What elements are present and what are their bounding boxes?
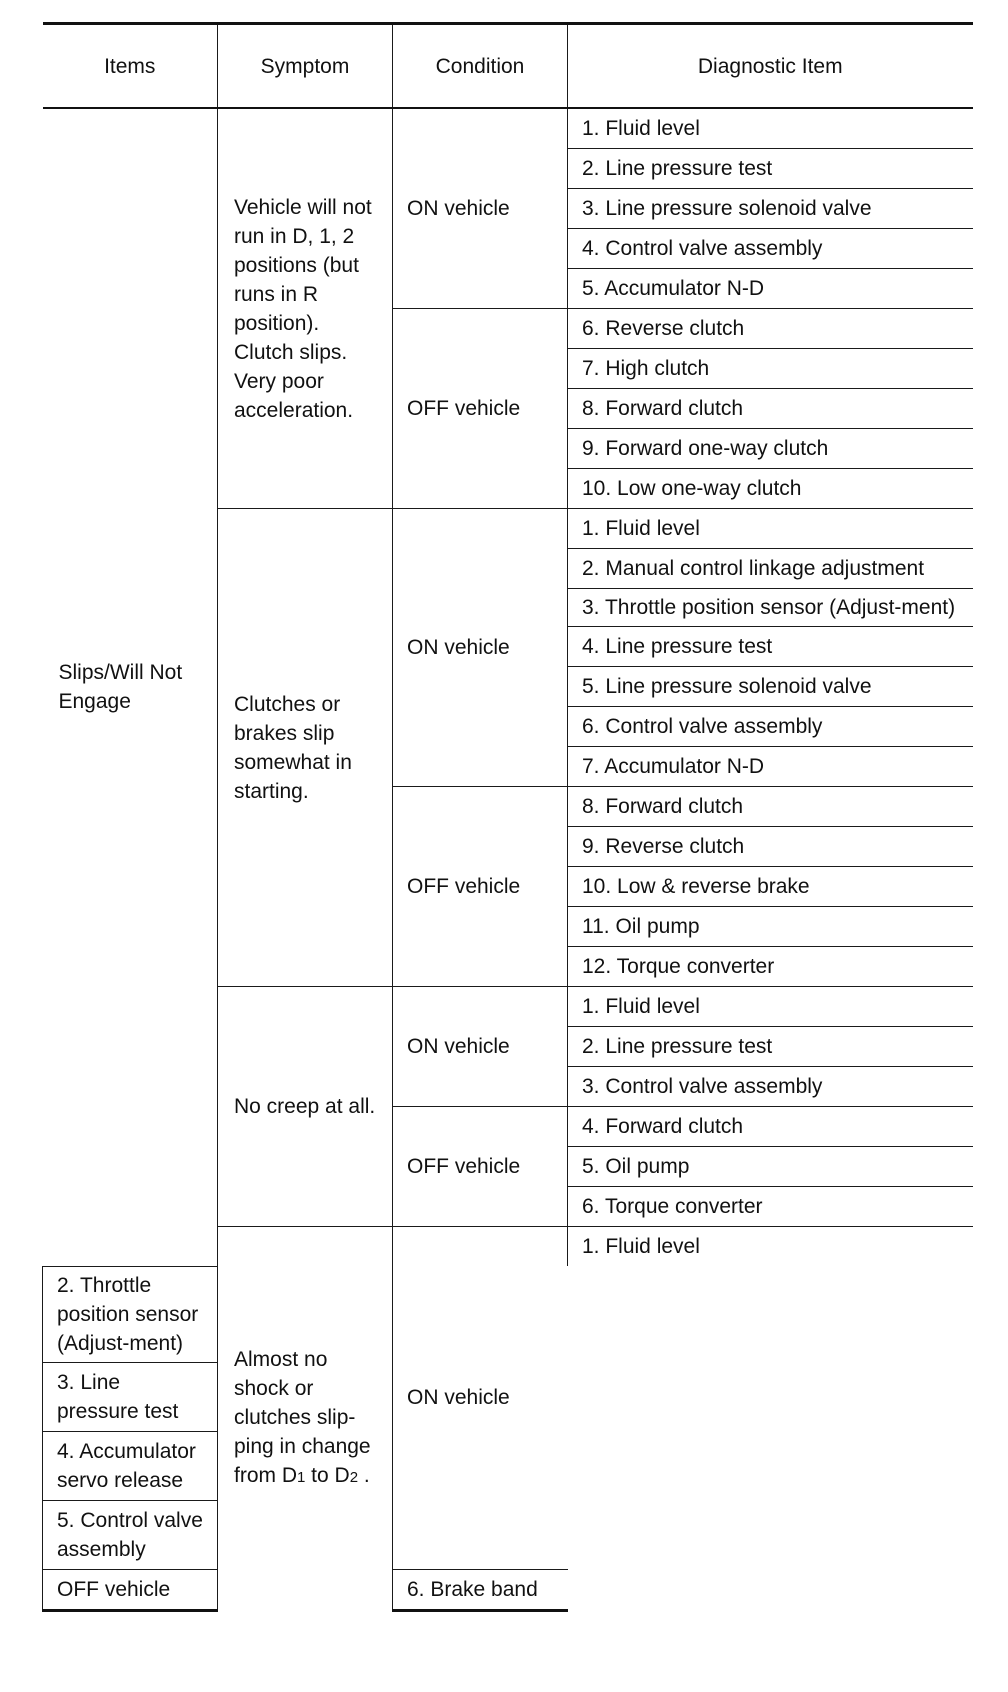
diagnostic-item: 3. Line pressure solenoid valve	[568, 189, 973, 229]
diagnostic-item: 6. Reverse clutch	[568, 309, 973, 349]
diagnostic-item: 6. Control valve assembly	[568, 707, 973, 747]
symptom-cell: No creep at all.	[218, 987, 393, 1227]
diagnostic-table	[42, 22, 973, 1612]
condition-cell: ON vehicle	[393, 108, 568, 309]
header-row	[43, 24, 973, 109]
condition-cell: OFF vehicle	[393, 787, 568, 987]
symptom-text: .	[358, 1464, 370, 1487]
diagnostic-item: 8. Forward clutch	[568, 389, 973, 429]
diagnostic-item: 1. Fluid level	[568, 509, 973, 549]
diagnostic-item: 9. Reverse clutch	[568, 827, 973, 867]
diagnostic-item: 5. Accumulator N-D	[568, 269, 973, 309]
diagnostic-item: 7. Accumulator N-D	[568, 747, 973, 787]
condition-cell: ON vehicle	[393, 987, 568, 1107]
diagnostic-item: 2. Manual control linkage adjustment	[568, 549, 973, 589]
table-row	[43, 1569, 973, 1610]
symptom-cell: Clutches or brakes slip somewhat in starting.	[218, 509, 393, 987]
diagnostic-item: 7. High clutch	[568, 349, 973, 389]
header-diagnostic-item: Diagnostic Item	[568, 24, 973, 109]
diagnostic-item: 5. Control valve assembly	[43, 1500, 218, 1569]
condition-cell: ON vehicle	[393, 1227, 568, 1570]
diagnostic-item: 1. Fluid level	[568, 108, 973, 149]
diagnostic-item: 2. Line pressure test	[568, 149, 973, 189]
header-symptom: Symptom	[218, 24, 393, 109]
item-cell: Slips/Will Not Engage	[43, 108, 218, 1266]
header-condition: Condition	[393, 24, 568, 109]
diagnostic-item: 4. Control valve assembly	[568, 229, 973, 269]
diagnostic-item: 5. Oil pump	[568, 1147, 973, 1187]
symptom-cell	[218, 1227, 393, 1611]
symptom-text: to D	[305, 1464, 350, 1487]
symptom-cell: Vehicle will not run in D, 1, 2 positions (but runs in R position). Clutch slips. Very poor acceleration.	[218, 108, 393, 509]
diagnostic-item: 4. Forward clutch	[568, 1107, 973, 1147]
diagnostic-item: 8. Forward clutch	[568, 787, 973, 827]
diagnostic-item: 1. Fluid level	[568, 1227, 973, 1267]
diagnostic-item: 6. Brake band	[393, 1569, 568, 1610]
diagnostic-item: 4. Accumulator servo release	[43, 1431, 218, 1500]
diagnostic-item: 10. Low & reverse brake	[568, 867, 973, 907]
diagnostic-item: 3. Line pressure test	[43, 1362, 218, 1431]
diagnostic-item: 9. Forward one-way clutch	[568, 429, 973, 469]
header-items: Items	[43, 24, 218, 109]
diagnostic-item: 2. Line pressure test	[568, 1027, 973, 1067]
diagnostic-item: 1. Fluid level	[568, 987, 973, 1027]
diagnostic-item: 10. Low one-way clutch	[568, 469, 973, 509]
diagnostic-item: 3. Throttle position sensor (Adjust-ment)	[568, 589, 973, 627]
condition-cell: OFF vehicle	[393, 309, 568, 509]
condition-cell: OFF vehicle	[393, 1107, 568, 1227]
condition-cell: OFF vehicle	[43, 1569, 218, 1610]
diagnostic-item: 4. Line pressure test	[568, 627, 973, 667]
subscript: 2	[349, 1469, 359, 1486]
diagnostic-item: 3. Control valve assembly	[568, 1067, 973, 1107]
diagnostic-item: 12. Torque converter	[568, 947, 973, 987]
diagnostic-item: 2. Throttle position sensor (Adjust-ment)	[43, 1266, 218, 1362]
symptom-text: Almost no shock or clutches slip-ping in change from D	[234, 1348, 371, 1487]
condition-cell: ON vehicle	[393, 509, 568, 787]
diagnostic-item: 5. Line pressure solenoid valve	[568, 667, 973, 707]
subscript: 1	[297, 1469, 306, 1486]
diagnostic-item: 6. Torque converter	[568, 1187, 973, 1227]
diagnostic-item: 11. Oil pump	[568, 907, 973, 947]
table-row	[43, 108, 973, 149]
